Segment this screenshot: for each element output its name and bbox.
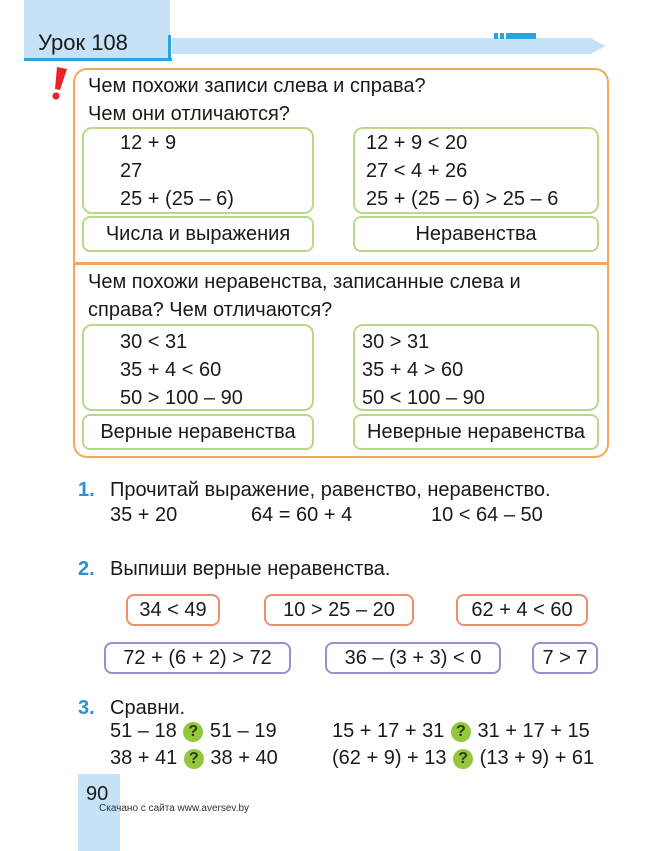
compare-right-expression: 38 + 40 <box>210 747 278 769</box>
section1-question-line1: Чем похожи записи слева и справа? <box>88 75 426 97</box>
compare-pair-4 <box>332 747 594 770</box>
inequalities-label: Неравенства <box>353 216 599 252</box>
header-arrow-icon <box>590 38 606 54</box>
section2-question-line2: справа? Чем отличаются? <box>88 299 333 321</box>
inequality-item: 30 < 31 <box>120 331 188 353</box>
exclamation-icon <box>48 66 70 102</box>
compare-left-expression: 51 – 18 <box>110 720 177 742</box>
inequalities-box <box>353 127 599 214</box>
false-inequalities-box <box>353 324 599 411</box>
task1-text: Прочитай выражение, равенство, неравенство. <box>110 479 551 501</box>
question-mark-icon[interactable]: ? <box>453 749 473 769</box>
compare-left-expression: 15 + 17 + 31 <box>332 720 445 742</box>
compare-left-expression: 38 + 41 <box>110 747 178 769</box>
inequality-card[interactable]: 34 < 49 <box>126 594 220 626</box>
inequality-item: 35 + 4 > 60 <box>362 359 464 381</box>
inequality-item: 50 > 100 – 90 <box>120 387 243 409</box>
question-mark-icon[interactable]: ? <box>183 722 203 742</box>
task2-number: 2. <box>78 558 95 580</box>
inequality-card[interactable]: 10 > 25 – 20 <box>264 594 414 626</box>
compare-right-expression: 31 + 17 + 15 <box>477 720 590 742</box>
header-dots <box>494 33 538 39</box>
numbers-expressions-label: Числа и выражения <box>82 216 314 252</box>
inequality-item: 12 + 9 < 20 <box>366 132 468 154</box>
section2-question-line1: Чем похожи неравенства, записанные слева и <box>88 271 521 293</box>
frame-divider <box>73 262 609 265</box>
compare-right-expression: 51 – 19 <box>209 720 277 742</box>
task3-text: Сравни. <box>110 697 186 719</box>
expressions-box <box>82 127 314 214</box>
question-mark-icon[interactable]: ? <box>184 749 204 769</box>
compare-right-expression: (13 + 9) + 61 <box>479 747 595 769</box>
compare-pair-1 <box>110 720 277 743</box>
inequality-card[interactable]: 36 – (3 + 3) < 0 <box>325 642 501 674</box>
false-inequalities-label: Неверные неравенства <box>353 414 599 450</box>
task1-number: 1. <box>78 479 95 501</box>
expression-item: 12 + 9 <box>120 132 177 154</box>
inequality-card[interactable]: 72 + (6 + 2) > 72 <box>104 642 291 674</box>
lesson-title: Урок 108 <box>38 30 128 55</box>
lesson-underline <box>24 58 172 61</box>
inequality-card[interactable]: 62 + 4 < 60 <box>456 594 588 626</box>
source-note: Скачано с сайта www.aversev.by <box>99 803 250 814</box>
task1-inequality: 10 < 64 – 50 <box>431 504 543 526</box>
inequality-item: 25 + (25 – 6) > 25 – 6 <box>366 188 559 210</box>
inequality-item: 27 < 4 + 26 <box>366 160 468 182</box>
inequality-item: 35 + 4 < 60 <box>120 359 222 381</box>
section1-question-line2: Чем они отличаются? <box>88 103 290 125</box>
header-bar <box>172 38 592 54</box>
compare-pair-2 <box>332 720 590 743</box>
compare-pair-3 <box>110 747 278 770</box>
inequality-card[interactable]: 7 > 7 <box>532 642 598 674</box>
compare-left-expression: (62 + 9) + 13 <box>332 747 447 769</box>
expression-item: 27 <box>120 160 143 182</box>
true-inequalities-box <box>82 324 314 411</box>
expression-item: 25 + (25 – 6) <box>120 188 234 210</box>
inequality-item: 50 < 100 – 90 <box>362 387 485 409</box>
task3-number: 3. <box>78 697 95 719</box>
true-inequalities-label: Верные неравенства <box>82 414 314 450</box>
inequality-item: 30 > 31 <box>362 331 430 353</box>
lesson-tick <box>168 35 171 60</box>
question-mark-icon[interactable]: ? <box>451 722 471 742</box>
page-number: 90 <box>86 783 109 805</box>
task1-expression: 35 + 20 <box>110 504 178 526</box>
task1-equality: 64 = 60 + 4 <box>251 504 353 526</box>
task2-text: Выпиши верные неравенства. <box>110 558 391 580</box>
